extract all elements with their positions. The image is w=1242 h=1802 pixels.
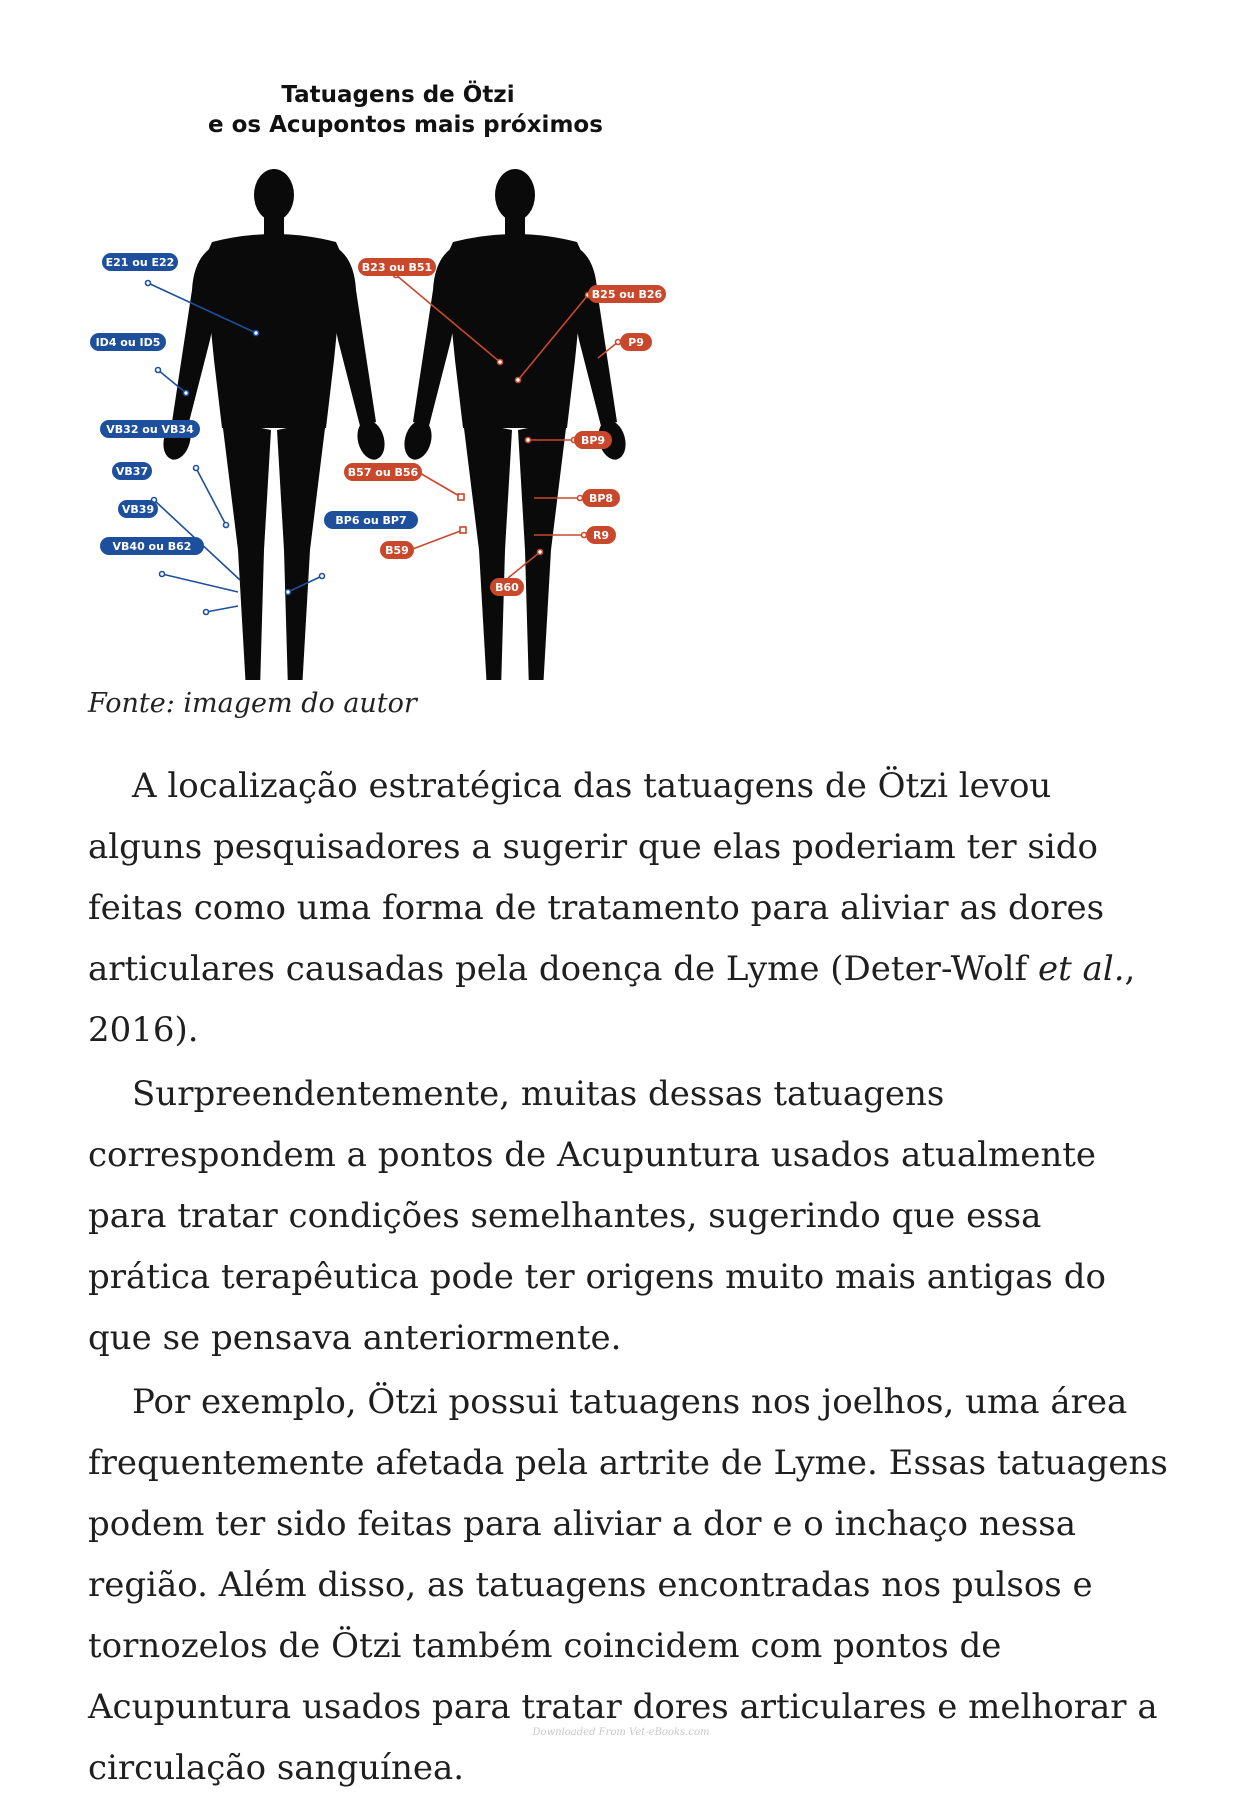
figure-title-line-1: Tatuagens de Ötzi bbox=[281, 82, 515, 108]
paragraph-2: Surpreendentemente, muitas dessas tatuagens correspondem a pontos de Acupuntura usados atualmente para tratar condições semelhantes, sugerindo que essa prática terapêutica pode ter origens muito mais antigas do que se pensava anteriormente. bbox=[88, 1074, 1106, 1358]
svg-text:BP9: BP9 bbox=[580, 434, 606, 447]
svg-text:B25 ou B26: B25 ou B26 bbox=[591, 288, 663, 301]
svg-text:B57 ou B56: B57 ou B56 bbox=[347, 466, 419, 479]
paragraph-1 bbox=[88, 756, 1168, 1061]
svg-text:BP6 ou BP7: BP6 ou BP7 bbox=[335, 514, 407, 527]
svg-text:R9: R9 bbox=[592, 529, 610, 542]
paragraph-3: Por exemplo, Ötzi possui tatuagens nos joelhos, uma área frequentemente afetada pela artrite de Lyme. Essas tatuagens podem ter sido feitas para aliviar a dor e o inchaço nessa região. Além disso, as tatuagens encontradas nos pulsos e tornozelos de Ötzi também coincidem com pontos de Acupuntura usados para tratar dores articulares e melhorar a circulação sanguínea. bbox=[88, 1382, 1168, 1788]
back-tag-b57 bbox=[344, 463, 422, 481]
back-tag-b60 bbox=[490, 578, 524, 596]
front-tag-vb32 bbox=[100, 420, 200, 438]
back-silhouette bbox=[400, 169, 629, 680]
svg-text:B23 ou B51: B23 ou B51 bbox=[361, 261, 433, 274]
back-tag-b25 bbox=[588, 285, 666, 303]
svg-text:P9: P9 bbox=[628, 336, 644, 349]
back-tag-bp9 bbox=[574, 431, 612, 449]
front-tag-bp6 bbox=[324, 511, 418, 529]
front-tag-id4 bbox=[90, 333, 166, 351]
paragraph-1-et-al: et al. bbox=[1037, 949, 1125, 989]
front-tag-vb37 bbox=[112, 462, 152, 480]
svg-text:B60: B60 bbox=[495, 581, 519, 594]
back-tag-p9 bbox=[620, 333, 652, 351]
figure-title bbox=[208, 80, 603, 140]
svg-text:VB37: VB37 bbox=[115, 465, 149, 478]
download-watermark: Downloaded From Vet-eBooks.com bbox=[532, 1727, 710, 1738]
back-tag-r9 bbox=[586, 526, 616, 544]
back-tag-bp8 bbox=[582, 489, 620, 507]
figure-title-line-2: e os Acupontos mais próximos bbox=[208, 112, 603, 138]
otzi-tattoo-figure bbox=[88, 70, 788, 680]
svg-text:VB39: VB39 bbox=[121, 503, 155, 516]
svg-text:B59: B59 bbox=[385, 544, 409, 557]
paragraph-1-text: A localização estratégica das tatuagens de Ötzi levou alguns pesquisadores a sugerir que elas poderiam ter sido feitas como uma forma de tratamento para aliviar as dores articulares causadas pela doença de Lyme (Deter-Wolf bbox=[88, 766, 1105, 989]
figure-caption: Fonte: imagem do autor bbox=[88, 688, 417, 719]
back-tag-b23 bbox=[358, 258, 436, 276]
body-text bbox=[88, 756, 1168, 1802]
back-tag-b59 bbox=[380, 541, 414, 559]
paragraph-1-citation-end: , 2016). bbox=[88, 949, 1136, 1050]
svg-text:ID4 ou ID5: ID4 ou ID5 bbox=[95, 336, 161, 349]
svg-text:BP8: BP8 bbox=[588, 492, 614, 505]
front-tag-vb40 bbox=[100, 537, 204, 555]
front-tag-vb39 bbox=[118, 500, 158, 518]
body-diagram bbox=[88, 70, 788, 680]
svg-text:E21 ou E22: E21 ou E22 bbox=[105, 256, 175, 269]
svg-text:VB40 ou B62: VB40 ou B62 bbox=[112, 540, 192, 553]
svg-text:VB32 ou VB34: VB32 ou VB34 bbox=[106, 423, 194, 436]
front-tag-e21 bbox=[102, 253, 178, 271]
